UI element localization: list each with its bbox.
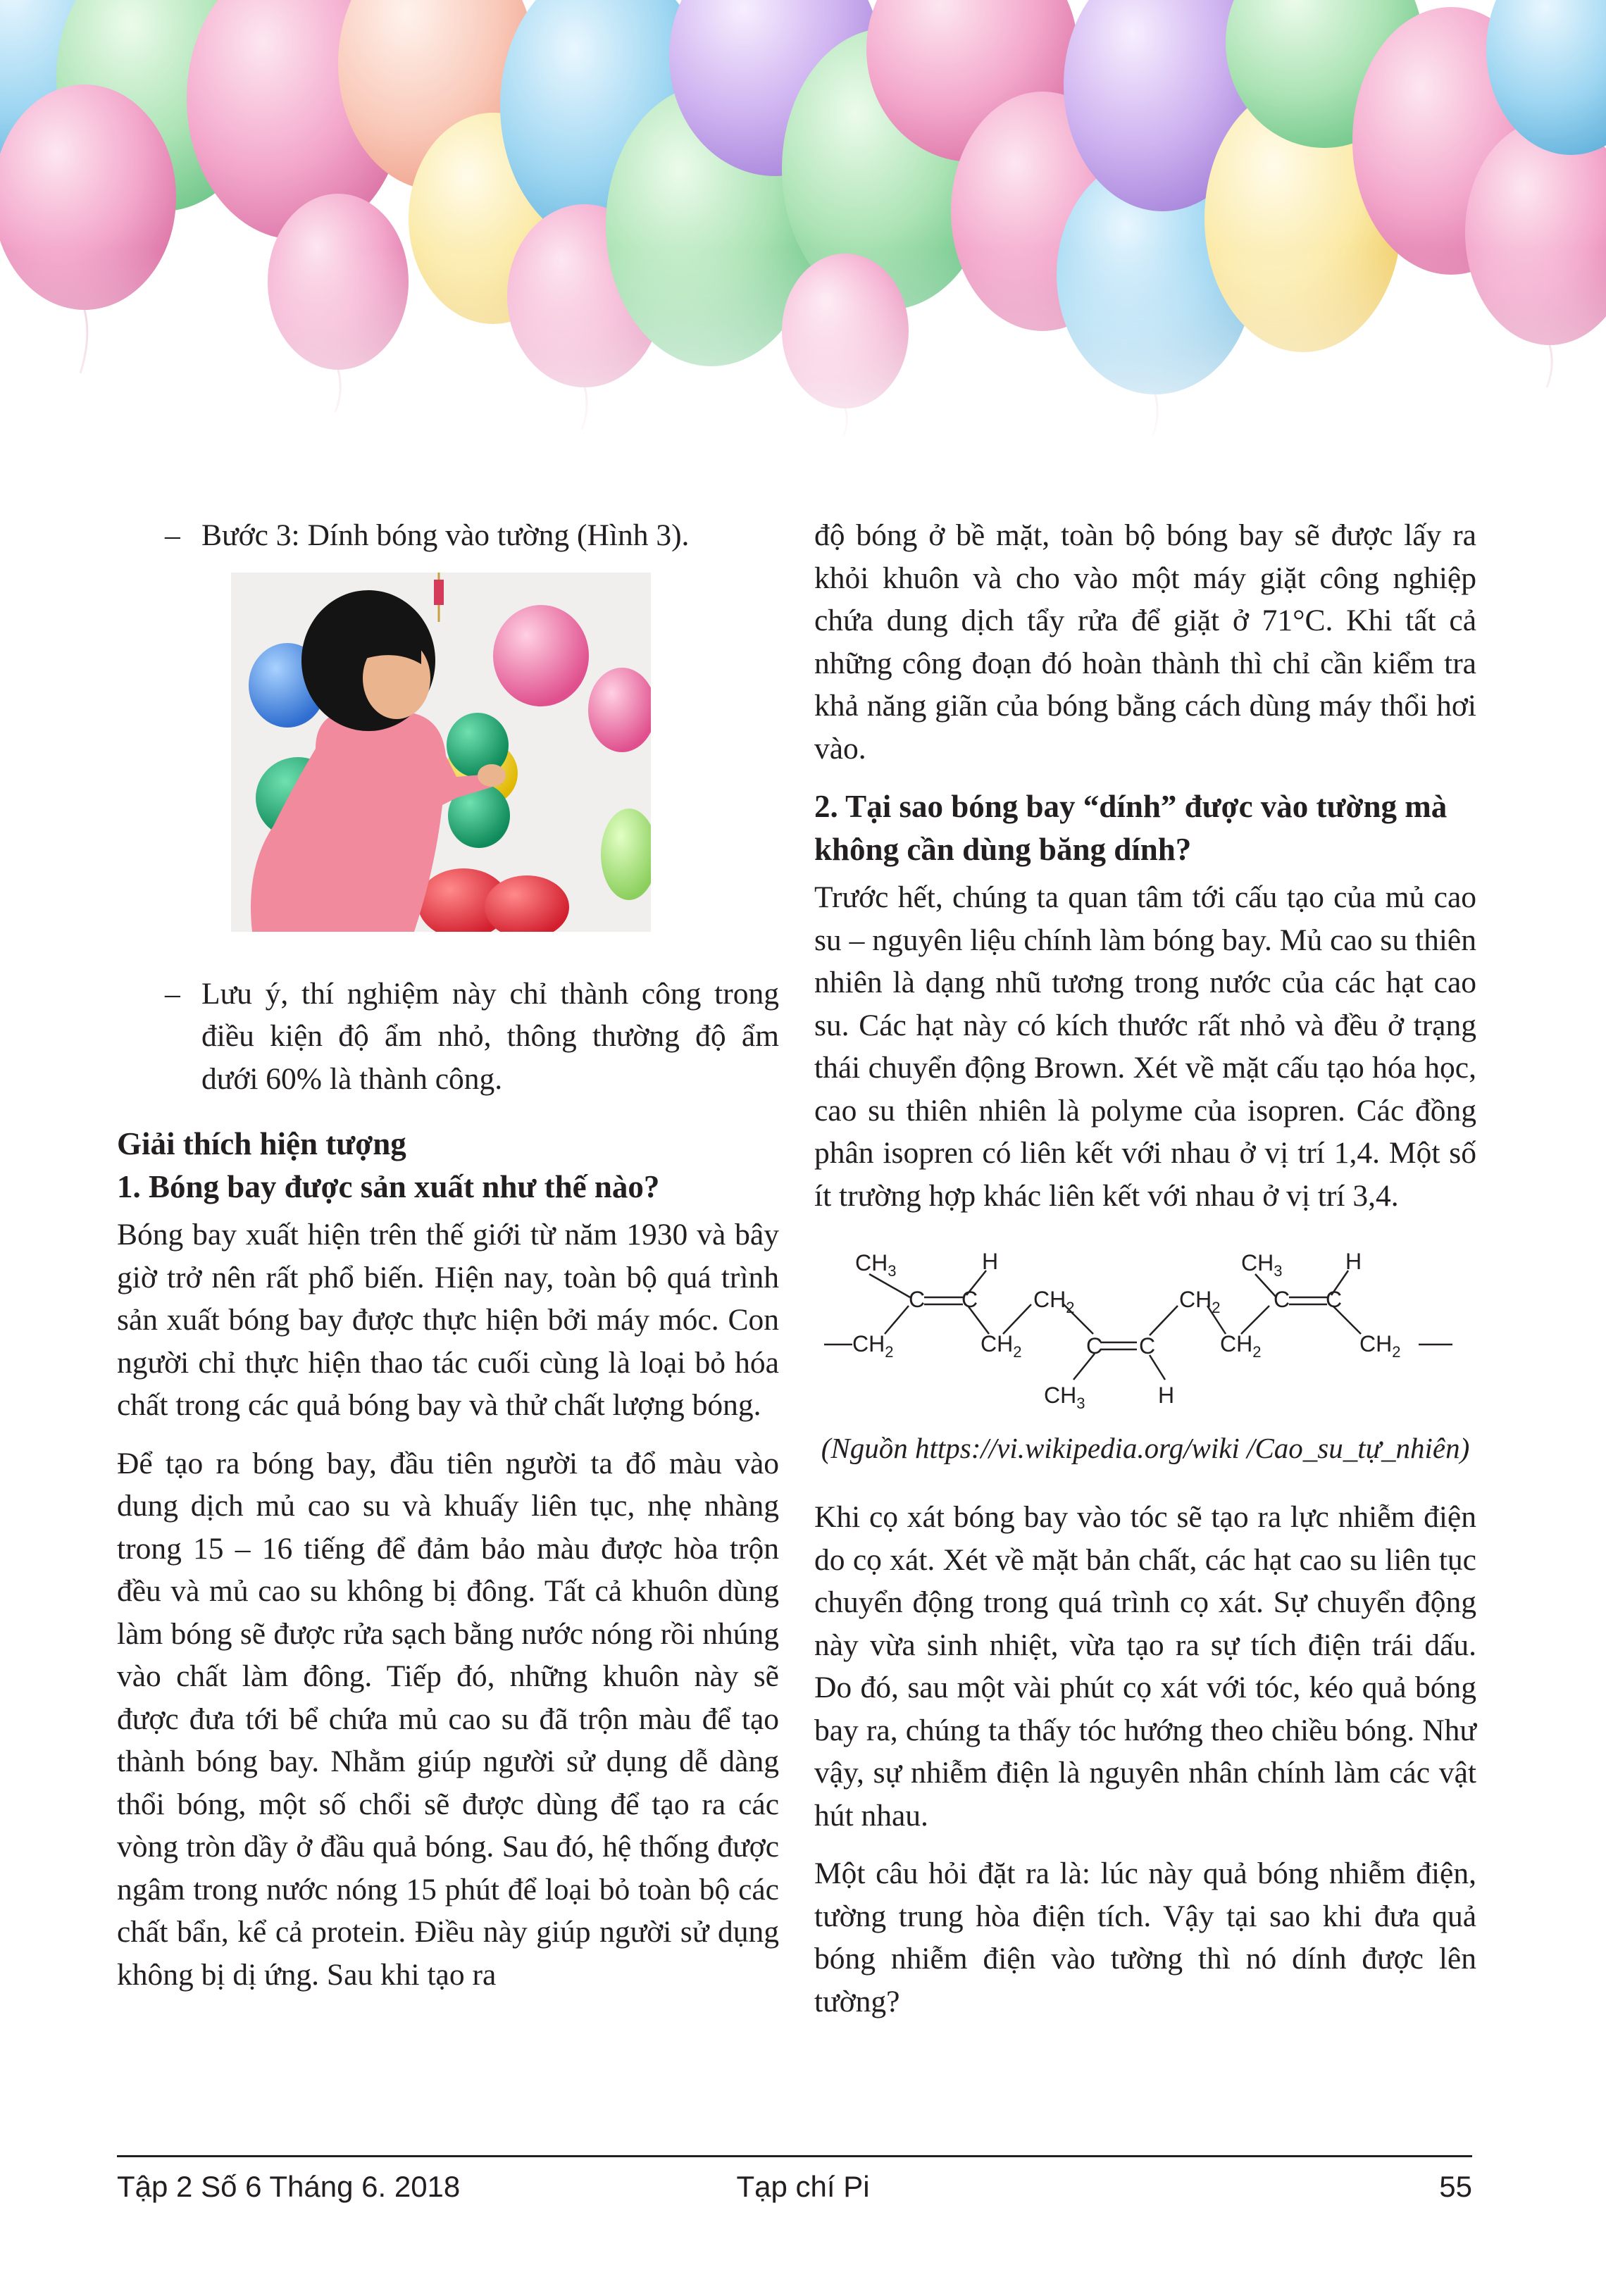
paragraph-continued: độ bóng ở bề mặt, toàn bộ bóng bay sẽ được lấy ra khỏi khuôn và cho vào một máy giặt công nghiệp chứa dung dịch tẩy rửa để giặt ở 71°C. Khi tất cả những công đoạn đó hoàn thành thì chỉ cần kiểm tra khả năng giãn của bóng bằng cách dùng máy thổi hơi vào. bbox=[814, 518, 1476, 766]
note-item bbox=[117, 973, 779, 1101]
image-source-caption: (Nguồn https://vi.wikipedia.org/wiki /Cao_su_tự_nhiên) bbox=[821, 1432, 1470, 1464]
question-1-title: 1. Bóng bay được sản xuất như thế nào? bbox=[117, 1168, 660, 1204]
section-title: Giải thích hiện tượng bbox=[117, 1126, 406, 1161]
right-column bbox=[814, 514, 1476, 2038]
formula-ch3-1: $CH_3$ bbox=[855, 1250, 897, 1280]
paragraph-5: Một câu hỏi đặt ra là: lúc này quả bóng nhiễm điện, tường trung hòa điện tích. Vậy tại sao khi đưa quả bóng nhiễm điện vào tường thì nó dính được lên tường? bbox=[814, 1857, 1476, 2019]
step-3-item bbox=[117, 514, 779, 557]
formula-c-2: C bbox=[961, 1287, 978, 1312]
formula-h-1: H bbox=[982, 1249, 999, 1274]
paragraph-4: Khi cọ xát bóng bay vào tóc sẽ tạo ra lực nhiễm điện do cọ xát. Xét về mặt bản chất, các hạt cao su liên tục chuyển động trong quá trình cọ xát. Sự chuyển động này vừa sinh nhiệt, vừa tạo ra sự tích điện trái dấu. Do đó, sau một vài phút cọ xát với tóc, kéo quả bóng bay ra, chúng ta thấy tóc hướng theo chiều bóng. Như vậy, sự nhiễm điện là nguyên nhân chính làm các vật hút nhau. bbox=[814, 1500, 1476, 1833]
left-column bbox=[117, 514, 779, 2011]
step-3-text: Bước 3: Dính bóng vào tường (Hình 3). bbox=[201, 518, 690, 552]
formula-ch2-6: $CH_2$ bbox=[1359, 1331, 1401, 1361]
formula-ch2-3: $CH_2$ bbox=[1033, 1287, 1075, 1316]
formula-c-5: C bbox=[1274, 1287, 1290, 1312]
formula-ch2-2: $CH_2$ bbox=[981, 1331, 1022, 1361]
formula-h-2: H bbox=[1158, 1383, 1175, 1408]
formula-c-1: C bbox=[909, 1287, 926, 1312]
formula-ch2-1: $CH_2$ bbox=[852, 1331, 894, 1361]
figure-3-photo bbox=[231, 573, 651, 932]
question-2-title: 2. Tại sao bóng bay “dính” được vào tường mà không cần dùng băng dính? bbox=[814, 789, 1448, 867]
formula-ch3-3: $CH_3$ bbox=[1241, 1250, 1283, 1280]
formula-ch3-2: $CH_3$ bbox=[1044, 1383, 1085, 1412]
dash-marker: – bbox=[165, 518, 180, 552]
dash-marker: – bbox=[165, 976, 180, 1011]
formula-h-3: H bbox=[1345, 1249, 1362, 1274]
formula-ch2-4: $CH_2$ bbox=[1179, 1287, 1221, 1316]
note-text: Lưu ý, thí nghiệm này chỉ thành công trong điều kiện độ ẩm nhỏ, thông thường độ ẩm dưới 60% là thành công. bbox=[201, 976, 779, 1096]
paragraph-2: Để tạo ra bóng bay, đầu tiên người ta đổ màu vào dung dịch mủ cao su và khuấy liên tục, nhẹ nhàng trong 15 – 16 tiếng để đảm bảo màu được hòa trộn đều và mủ cao su không bị đông. Tất cả khuôn dùng làm bóng sẽ được rửa sạch bằng nước nóng rồi nhúng vào chất làm đông. Tiếp đó, những khuôn này sẽ được đưa tới bể chứa mủ cao su đã trộn màu để tạo thành bóng bay. Nhằm giúp người sử dụng dễ dàng thổi bóng, một số chổi sẽ được dùng để tạo ra các vòng tròn dầy ở đầu quả bóng. Sau đó, hệ thống được ngâm trong nước nóng 15 phút để loại bỏ toàn bộ các chất bẩn, kể cả protein. Điều này giúp người sử dụng không bị dị ứng. Sau khi tạo ra bbox=[117, 1446, 779, 1992]
balloon-banner bbox=[0, 0, 1606, 451]
formula-c-6: C bbox=[1326, 1287, 1343, 1312]
formula-c-4: C bbox=[1139, 1333, 1156, 1359]
paragraph-1: Bóng bay xuất hiện trên thế giới từ năm 1930 và bây giờ trở nên rất phổ biến. Hiện nay, toàn bộ quá trình sản xuất bóng bay được thực hiện bởi máy móc. Con người chỉ thực hiện thao tác cuối cùng là loại bỏ hóa chất trong các quả bóng bay và thử chất lượng bóng. bbox=[117, 1218, 779, 1422]
polyisoprene-structural-formula bbox=[818, 1235, 1474, 1418]
footer-issue: Tập 2 Số 6 Tháng 6. 2018 bbox=[117, 2170, 461, 2203]
footer-rule bbox=[117, 2155, 1472, 2157]
footer-magazine-name: Tạp chí Pi bbox=[736, 2170, 870, 2203]
formula-ch2-5: $CH_2$ bbox=[1220, 1331, 1262, 1361]
formula-c-3: C bbox=[1086, 1333, 1103, 1359]
paragraph-3: Trước hết, chúng ta quan tâm tới cấu tạo của mủ cao su – nguyên liệu chính làm bóng bay. Mủ cao su thiên nhiên là dạng nhũ tương trong nước của các hạt cao su. Các hạt này có kích thước rất nhỏ và đều ở trạng thái chuyển động Brown. Xét về mặt cấu tạo hóa học, cao su thiên nhiên là polyme của isopren. Các đồng phân isopren có liên kết với nhau ở vị trí 1,4. Một số ít trường hợp khác liên kết với nhau ở vị trí 3,4. bbox=[814, 880, 1476, 1213]
footer-page-number: 55 bbox=[1439, 2170, 1472, 2203]
